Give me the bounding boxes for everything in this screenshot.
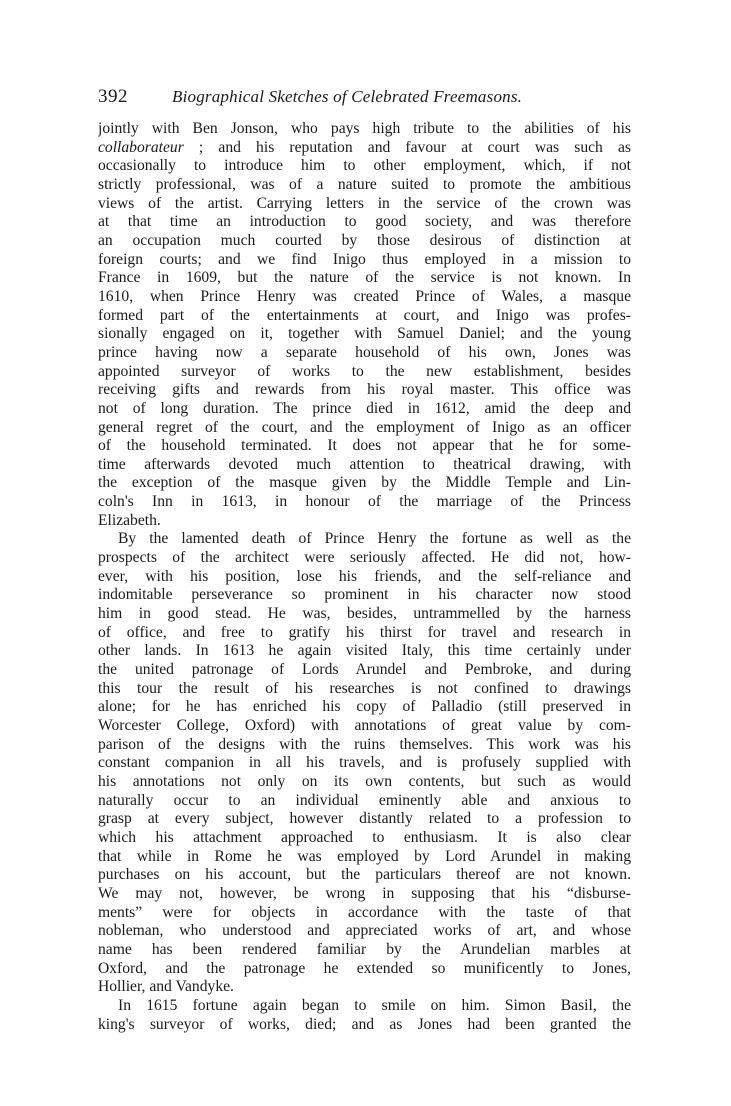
text-line: king's surveyor of works, died; and as Jones had been granted the [98, 1015, 631, 1033]
text-line: France in 1609, but the nature of the service is not known. In [98, 269, 631, 287]
text-line: jointly with Ben Jonson, who pays high tribute to the abilities of his [98, 120, 631, 137]
paragraph [98, 530, 631, 996]
text-line: not of long duration. The prince died in 1612, amid the deep and [98, 399, 631, 417]
text-line: an occupation much courted by those desirous of distinction at [98, 231, 631, 249]
text-line: constant companion in all his travels, and is profusely supplied with [98, 754, 631, 772]
page-number: 392 [98, 86, 128, 107]
text-line: views of the artist. Carrying letters in the service of the crown was [98, 194, 631, 212]
page-header [98, 86, 631, 112]
text-line: Oxford, and the patronage he extended so munificently to Jones, [98, 959, 631, 977]
text-line: that while in Rome he was employed by Lord Arundel in making [98, 847, 631, 865]
text-line: purchases on his account, but the particulars thereof are not known. [98, 866, 631, 884]
text-line: of office, and free to gratify his thirst for travel and research in [98, 623, 631, 641]
text-line: of the household terminated. It does not appear that he for some- [98, 437, 631, 455]
text-line: formed part of the entertainments at court, and Inigo was profes- [98, 306, 631, 324]
text-line: the exception of the masque given by the Middle Temple and Lin- [98, 474, 631, 492]
text-line: prince having now a separate household of his own, Jones was [98, 343, 631, 361]
running-title: Biographical Sketches of Celebrated Freemasons. [172, 87, 523, 106]
text-line: ever, with his position, lose his friends, and the self-reliance and [98, 567, 631, 585]
text-line: occasionally to introduce him to other employment, which, if not [98, 157, 631, 175]
text-line: foreign courts; and we find Inigo thus employed in a mission to [98, 250, 631, 268]
book-page [98, 86, 631, 1034]
text-line: Worcester College, Oxford) with annotations of great value by com- [98, 717, 631, 734]
text-line: indomitable perseverance so prominent in his character now stood [98, 586, 631, 604]
text-line: this tour the result of his researches is not confined to drawings [98, 679, 631, 697]
text-line: coln's Inn in 1613, in honour of the marriage of the Princess [98, 493, 631, 511]
text-line: appointed surveyor of works to the new establishment, besides [98, 362, 631, 380]
text-line: ments” were for objects in accordance with the taste of that [98, 903, 631, 921]
text-line: sionally engaged on it, together with Samuel Daniel; and the young [98, 325, 631, 343]
italic-term: collaborateur [98, 138, 184, 156]
text-line: name has been rendered familiar by the Arundelian marbles at [98, 940, 631, 958]
text-line: Elizabeth. [98, 511, 161, 529]
body-text [98, 120, 631, 1034]
text-line: We may not, however, be wrong in supposing that his “disburse- [98, 884, 631, 902]
text-line: grasp at every subject, however distantly related to a profession to [98, 810, 631, 828]
text-line: time afterwards devoted much attention to theatrical drawing, with [98, 455, 631, 473]
text-line: alone; for he has enriched his copy of Palladio (still preserved in [98, 698, 631, 716]
text-line: collaborateur ; and his reputation and favour at court was such as [98, 138, 631, 156]
text-line: In 1615 fortune again began to smile on him. Simon Basil, the [118, 996, 631, 1014]
paragraph [98, 120, 631, 530]
text-line: Hollier, and Vandyke. [98, 978, 234, 996]
text-line: strictly professional, was of a nature suited to promote the ambitious [98, 175, 631, 193]
text-line: general regret of the court, and the employment of Inigo as an officer [98, 418, 631, 436]
text-line: him in good stead. He was, besides, untrammelled by the harness [98, 605, 631, 623]
text-line: his annotations not only on its own contents, but such as would [98, 772, 631, 790]
text-line: the united patronage of Lords Arundel and Pembroke, and during [98, 661, 631, 679]
text-line: other lands. In 1613 he again visited Italy, this time certainly under [98, 642, 631, 660]
text-line: nobleman, who understood and appreciated works of art, and whose [98, 922, 631, 940]
text-line: By the lamented death of Prince Henry the fortune as well as the [118, 530, 631, 548]
text-line: prospects of the architect were seriously affected. He did not, how- [98, 549, 631, 567]
text-line: at that time an introduction to good society, and was therefore [98, 213, 631, 231]
paragraph [98, 997, 631, 1034]
text-line: which his attachment approached to enthusiasm. It is also clear [98, 828, 631, 846]
text-line: naturally occur to an individual eminently able and anxious to [98, 791, 631, 809]
text-line: 1610, when Prince Henry was created Prince of Wales, a masque [98, 287, 631, 305]
text-line: parison of the designs with the ruins themselves. This work was his [98, 735, 631, 753]
text-line: receiving gifts and rewards from his royal master. This office was [98, 381, 631, 399]
